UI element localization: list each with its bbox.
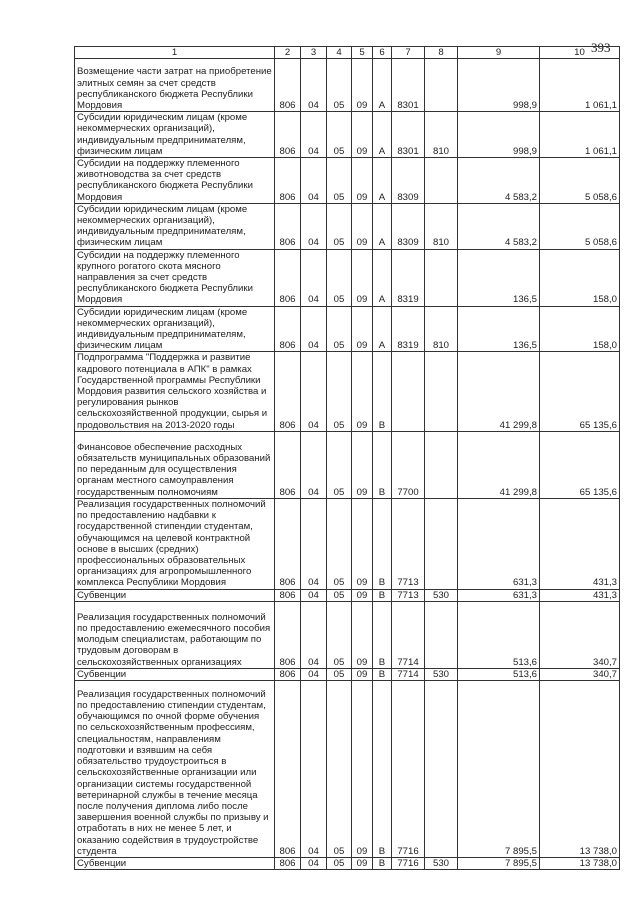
cell-target: 8301	[392, 112, 425, 158]
cell-subsection: 05	[327, 498, 352, 589]
row-name: Субсидии юридическим лицам (кроме некоммерческих организаций), индивидуальным предпринимателям, физическим лицам	[75, 306, 275, 352]
cell-section: 04	[301, 306, 327, 352]
cell-subprogram: А	[373, 306, 392, 352]
cell-expense-type	[425, 498, 458, 589]
table-row	[75, 59, 620, 112]
cell-admin: 806	[275, 59, 301, 112]
cell-program: 09	[352, 431, 373, 498]
cell-amount-1: 7 895,5	[458, 680, 540, 857]
cell-target: 7716	[392, 857, 425, 869]
cell-subsection: 05	[327, 589, 352, 601]
cell-amount-1: 41 299,8	[458, 431, 540, 498]
cell-subprogram: А	[373, 158, 392, 204]
row-name: Субсидии юридическим лицам (кроме некоммерческих организаций), индивидуальным предпринимателям, физическим лицам	[75, 112, 275, 158]
cell-admin: 806	[275, 589, 301, 601]
table-row	[75, 249, 620, 306]
cell-subprogram: В	[373, 431, 392, 498]
row-name: Реализация государственных полномочий по предоставлению надбавки к государственной стипендии студентам, обучающимся на целевой контрактной основе в высших (средних) профессиональных образовательных организациях для агропромышленного комплекса Республики Мордовия	[75, 498, 275, 589]
cell-expense-type: 530	[425, 857, 458, 869]
cell-section: 04	[301, 431, 327, 498]
cell-target: 7714	[392, 668, 425, 680]
col-header-5: 5	[352, 47, 373, 59]
cell-section: 04	[301, 589, 327, 601]
cell-program: 09	[352, 857, 373, 869]
cell-section: 04	[301, 668, 327, 680]
row-name: Субсидии на поддержку племенного животноводства за счет средств республиканского бюджета Республики Мордовия	[75, 158, 275, 204]
table-row	[75, 601, 620, 668]
cell-amount-1: 7 895,5	[458, 857, 540, 869]
cell-amount-2: 5 058,6	[540, 158, 620, 204]
cell-admin: 806	[275, 431, 301, 498]
cell-subprogram: А	[373, 249, 392, 306]
cell-admin: 806	[275, 668, 301, 680]
cell-amount-1: 136,5	[458, 249, 540, 306]
cell-section: 04	[301, 203, 327, 249]
cell-target: 8319	[392, 306, 425, 352]
col-header-6: 6	[373, 47, 392, 59]
row-name: Реализация государственных полномочий по предоставлению стипендии студентам, обучающимся по очной форме обучения по сельскохозяйственным профессиям, специальностям, направлениям подготовки и взявшим на себя обязательство трудоустроиться в сельскохозяйственные организации или организации системы государственной ветеринарной службы в течение месяца после получения диплома либо после завершения военной службы по призыву и отработать в них не менее 5 лет, и оказанию содействия в трудоустройстве студента	[75, 680, 275, 857]
cell-target: 7713	[392, 498, 425, 589]
col-header-2: 2	[275, 47, 301, 59]
table-row	[75, 158, 620, 204]
cell-amount-2: 431,3	[540, 589, 620, 601]
cell-amount-2: 1 061,1	[540, 112, 620, 158]
row-name: Субвенции	[75, 668, 275, 680]
cell-amount-2: 5 058,6	[540, 203, 620, 249]
cell-amount-2: 1 061,1	[540, 59, 620, 112]
cell-admin: 806	[275, 158, 301, 204]
cell-subsection: 05	[327, 158, 352, 204]
cell-expense-type	[425, 431, 458, 498]
cell-subsection: 05	[327, 203, 352, 249]
table-row	[75, 498, 620, 589]
cell-program: 09	[352, 112, 373, 158]
page-number: 393	[591, 40, 611, 55]
row-name: Субсидии юридическим лицам (кроме некоммерческих организаций), индивидуальным предпринимателям, физическим лицам	[75, 203, 275, 249]
cell-amount-1: 41 299,8	[458, 352, 540, 431]
cell-section: 04	[301, 112, 327, 158]
cell-expense-type: 810	[425, 112, 458, 158]
cell-subsection: 05	[327, 431, 352, 498]
table-row	[75, 680, 620, 857]
row-name: Возмещение части затрат на приобретение элитных семян за счет средств республиканского бюджета Республики Мордовия	[75, 59, 275, 112]
cell-admin: 806	[275, 857, 301, 869]
cell-program: 09	[352, 306, 373, 352]
cell-program: 09	[352, 249, 373, 306]
col-header-10: 10	[540, 47, 620, 59]
cell-amount-2: 340,7	[540, 668, 620, 680]
col-header-3: 3	[301, 47, 327, 59]
cell-amount-1: 513,6	[458, 601, 540, 668]
cell-program: 09	[352, 158, 373, 204]
cell-program: 09	[352, 589, 373, 601]
cell-admin: 806	[275, 498, 301, 589]
cell-subprogram: В	[373, 857, 392, 869]
cell-subprogram: В	[373, 352, 392, 431]
col-header-8: 8	[425, 47, 458, 59]
cell-admin: 806	[275, 203, 301, 249]
cell-program: 09	[352, 352, 373, 431]
cell-target: 7714	[392, 601, 425, 668]
cell-admin: 806	[275, 680, 301, 857]
col-header-7: 7	[392, 47, 425, 59]
cell-expense-type	[425, 680, 458, 857]
cell-program: 09	[352, 601, 373, 668]
cell-expense-type	[425, 158, 458, 204]
cell-amount-1: 4 583,2	[458, 203, 540, 249]
table-row	[75, 306, 620, 352]
cell-program: 09	[352, 498, 373, 589]
cell-subprogram: В	[373, 680, 392, 857]
cell-admin: 806	[275, 249, 301, 306]
cell-subprogram: А	[373, 203, 392, 249]
cell-expense-type	[425, 352, 458, 431]
cell-section: 04	[301, 498, 327, 589]
cell-amount-1: 998,9	[458, 59, 540, 112]
cell-admin: 806	[275, 306, 301, 352]
cell-target: 8301	[392, 59, 425, 112]
cell-section: 04	[301, 680, 327, 857]
cell-target: 8309	[392, 158, 425, 204]
cell-admin: 806	[275, 601, 301, 668]
cell-amount-2: 65 135,6	[540, 352, 620, 431]
table-body	[75, 59, 620, 870]
row-name: Субвенции	[75, 857, 275, 869]
cell-expense-type	[425, 601, 458, 668]
row-name: Подпрограмма "Поддержка и развитие кадрового потенциала в АПК" в рамках Государственной программы Республики Мордовия развития сельского хозяйства и регулирования рынков сельскохозяйственной продукции, сырья и продовольствия на 2013-2020 годы	[75, 352, 275, 431]
row-name: Субвенции	[75, 589, 275, 601]
cell-program: 09	[352, 203, 373, 249]
cell-section: 04	[301, 158, 327, 204]
cell-expense-type: 530	[425, 589, 458, 601]
cell-section: 04	[301, 857, 327, 869]
cell-amount-2: 158,0	[540, 249, 620, 306]
table-row	[75, 668, 620, 680]
cell-subprogram: А	[373, 59, 392, 112]
cell-amount-2: 65 135,6	[540, 431, 620, 498]
budget-table	[74, 46, 620, 870]
cell-target: 8319	[392, 249, 425, 306]
cell-subsection: 05	[327, 857, 352, 869]
row-name: Финансовое обеспечение расходных обязательств муниципальных образований по переданным для осуществления органам местного самоуправления государственным полномочиям	[75, 431, 275, 498]
cell-expense-type: 810	[425, 203, 458, 249]
cell-expense-type: 810	[425, 306, 458, 352]
cell-section: 04	[301, 601, 327, 668]
cell-subprogram: В	[373, 668, 392, 680]
cell-subsection: 05	[327, 112, 352, 158]
cell-subprogram: В	[373, 498, 392, 589]
cell-admin: 806	[275, 112, 301, 158]
table-row	[75, 857, 620, 869]
cell-amount-2: 158,0	[540, 306, 620, 352]
col-header-9: 9	[458, 47, 540, 59]
cell-expense-type	[425, 249, 458, 306]
cell-amount-2: 340,7	[540, 601, 620, 668]
cell-subsection: 05	[327, 668, 352, 680]
cell-subsection: 05	[327, 680, 352, 857]
cell-subsection: 05	[327, 306, 352, 352]
cell-amount-2: 431,3	[540, 498, 620, 589]
table-row	[75, 431, 620, 498]
table-row	[75, 352, 620, 431]
col-header-4: 4	[327, 47, 352, 59]
cell-program: 09	[352, 668, 373, 680]
cell-admin: 806	[275, 352, 301, 431]
cell-expense-type	[425, 59, 458, 112]
cell-target: 7713	[392, 589, 425, 601]
cell-amount-2: 13 738,0	[540, 857, 620, 869]
cell-amount-1: 631,3	[458, 589, 540, 601]
cell-program: 09	[352, 59, 373, 112]
cell-amount-1: 4 583,2	[458, 158, 540, 204]
table-row	[75, 112, 620, 158]
cell-target: 7700	[392, 431, 425, 498]
cell-subsection: 05	[327, 249, 352, 306]
row-name: Реализация государственных полномочий по предоставлению ежемесячного пособия молодым специалистам, работающим по трудовым договорам в сельскохозяйственных организациях	[75, 601, 275, 668]
cell-amount-2: 13 738,0	[540, 680, 620, 857]
cell-amount-1: 136,5	[458, 306, 540, 352]
cell-section: 04	[301, 352, 327, 431]
cell-subsection: 05	[327, 59, 352, 112]
cell-subprogram: А	[373, 112, 392, 158]
cell-target: 8309	[392, 203, 425, 249]
cell-subprogram: В	[373, 601, 392, 668]
header-row	[75, 47, 620, 59]
col-header-1: 1	[75, 47, 275, 59]
cell-amount-1: 631,3	[458, 498, 540, 589]
cell-subsection: 05	[327, 601, 352, 668]
cell-amount-1: 998,9	[458, 112, 540, 158]
cell-subsection: 05	[327, 352, 352, 431]
cell-amount-1: 513,6	[458, 668, 540, 680]
table-row	[75, 203, 620, 249]
row-name: Субсидии на поддержку племенного крупного рогатого скота мясного направления за счет средств республиканского бюджета Республики Мордовия	[75, 249, 275, 306]
cell-section: 04	[301, 249, 327, 306]
cell-target	[392, 352, 425, 431]
cell-program: 09	[352, 680, 373, 857]
cell-target: 7716	[392, 680, 425, 857]
cell-expense-type: 530	[425, 668, 458, 680]
cell-section: 04	[301, 59, 327, 112]
cell-subprogram: В	[373, 589, 392, 601]
table-row	[75, 589, 620, 601]
